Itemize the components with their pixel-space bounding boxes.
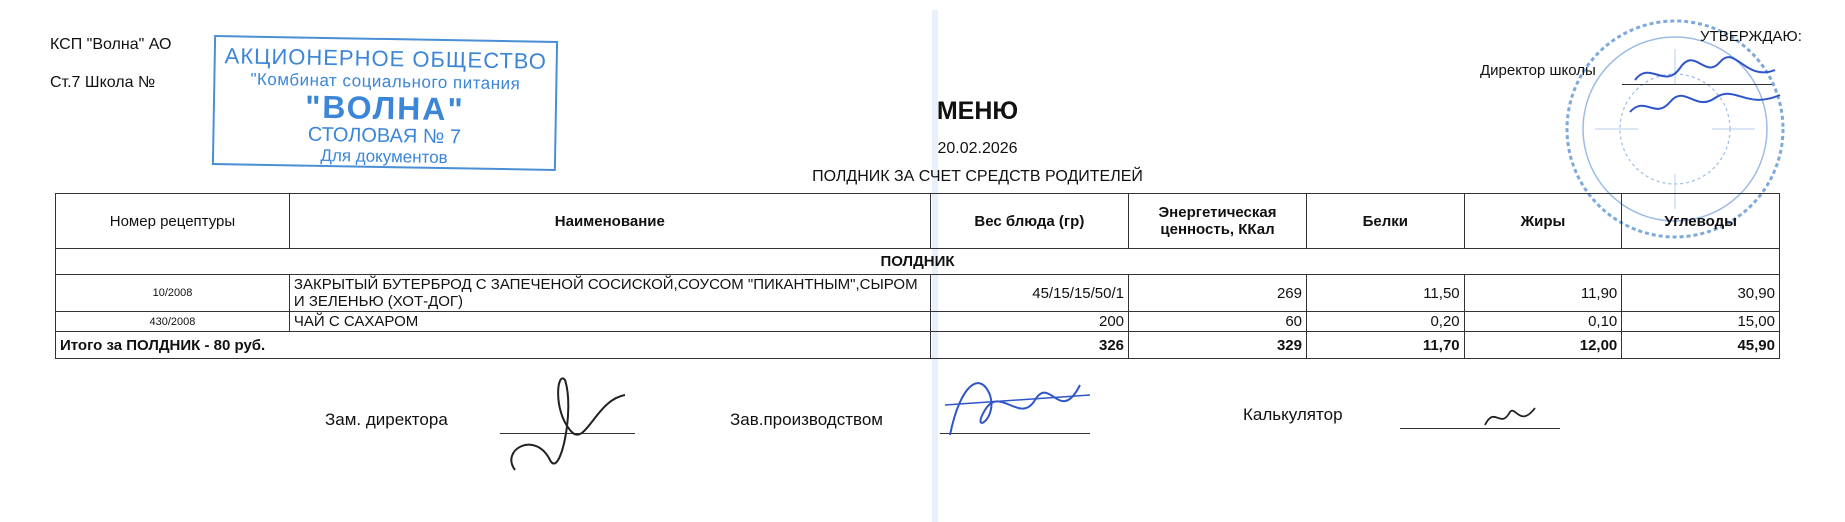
header-recipe-number: Номер рецептуры <box>56 194 290 249</box>
dish-weight: 200 <box>930 312 1128 332</box>
menu-subtitle: ПОЛДНИК ЗА СЧЕТ СРЕДСТВ РОДИТЕЛЕЙ <box>812 168 1143 185</box>
dish-name: ЧАЙ С САХАРОМ <box>289 312 930 332</box>
section-row <box>56 249 1780 275</box>
stamp-line-5: Для документов <box>320 145 448 168</box>
total-protein: 11,70 <box>1307 332 1465 359</box>
stamp-line-4: СТОЛОВАЯ № 7 <box>307 123 462 149</box>
total-label: Итого за ПОЛДНИК - 80 руб. <box>56 332 931 359</box>
total-weight: 326 <box>930 332 1128 359</box>
header-energy: Энергетическая ценность, ККал <box>1129 194 1307 249</box>
total-row <box>56 332 1780 359</box>
header-name: Наименование <box>289 194 930 249</box>
total-kcal: 329 <box>1129 332 1307 359</box>
dish-kcal: 60 <box>1129 312 1307 332</box>
header-carbs: Углеводы <box>1622 194 1780 249</box>
total-carbs: 45,90 <box>1622 332 1780 359</box>
dish-carbs: 15,00 <box>1622 312 1780 332</box>
header-protein: Белки <box>1307 194 1465 249</box>
dish-carbs: 30,90 <box>1622 275 1780 312</box>
director-label: Директор школы <box>1480 62 1596 79</box>
section-title: ПОЛДНИК <box>56 249 1780 275</box>
total-fat: 12,00 <box>1464 332 1622 359</box>
dish-weight: 45/15/15/50/1 <box>930 275 1128 312</box>
table-row <box>56 275 1780 312</box>
calculator-signature <box>1480 400 1540 430</box>
header-fat: Жиры <box>1464 194 1622 249</box>
approve-label: УТВЕРЖДАЮ: <box>1700 28 1802 45</box>
menu-table <box>55 193 1780 359</box>
table-row <box>56 312 1780 332</box>
dish-protein: 11,50 <box>1307 275 1465 312</box>
menu-date: 20.02.2026 <box>937 140 1018 157</box>
header-weight: Вес блюда (гр) <box>930 194 1128 249</box>
deputy-signature <box>495 370 645 485</box>
school-label: Ст.7 Школа № <box>50 74 156 91</box>
stamp-line-1: АКЦИОНЕРНОЕ ОБЩЕСТВО <box>224 43 548 74</box>
dish-kcal: 269 <box>1129 275 1307 312</box>
recipe-code: 430/2008 <box>56 312 290 332</box>
recipe-code: 10/2008 <box>56 275 290 312</box>
deputy-director-label: Зам. директора <box>325 410 448 429</box>
dish-protein: 0,20 <box>1307 312 1465 332</box>
production-head-label: Зав.производством <box>730 410 883 429</box>
stamp-line-2: "Комбинат социального питания <box>250 69 521 94</box>
organization-name: КСП "Волна" АО <box>50 36 172 53</box>
calculator-label: Калькулятор <box>1243 405 1343 424</box>
dish-fat: 11,90 <box>1464 275 1622 312</box>
dish-name: ЗАКРЫТЫЙ БУТЕРБРОД С ЗАПЕЧЕНОЙ СОСИСКОЙ,СОУСОМ "ПИКАНТНЫМ",СЫРОМ И ЗЕЛЕНЬЮ (ХОТ-ДОГ) <box>289 275 930 312</box>
dish-fat: 0,10 <box>1464 312 1622 332</box>
table-header-row <box>56 194 1780 249</box>
stamp-line-3: "ВОЛНА" <box>304 88 465 128</box>
production-signature <box>940 365 1100 445</box>
menu-title: МЕНЮ <box>936 97 1019 125</box>
